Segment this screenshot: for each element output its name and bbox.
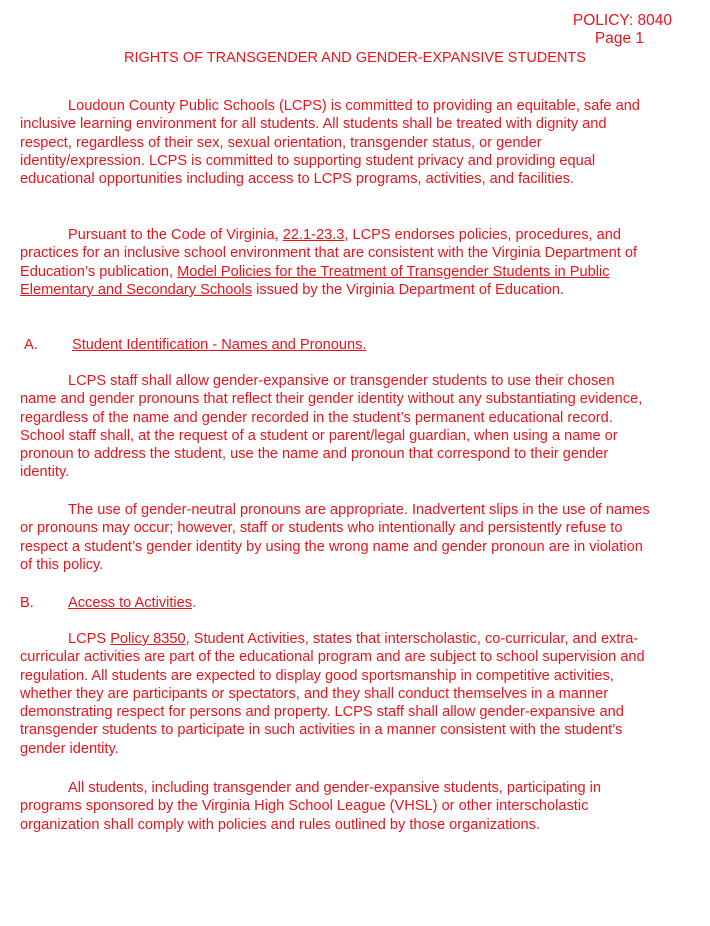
intro-paragraph — [20, 97, 650, 188]
section-a-heading — [24, 336, 366, 354]
model-policies-link[interactable]: Model Policies for the Treatment of Transgender Students in Public Elementary and Secondary Schools — [20, 263, 610, 298]
pursuant-text-3: issued by the Virginia Department of Education. — [252, 281, 565, 298]
code-of-virginia-link[interactable]: 22.1-23.3 — [282, 227, 345, 243]
section-a-paragraph-1 — [20, 372, 650, 482]
section-b-letter: B. — [20, 595, 34, 611]
document-title: RIGHTS OF TRANSGENDER AND GENDER-EXPANSIVE STUDENTS — [124, 50, 586, 66]
pursuant-text-2: , LCPS endorses policies, procedures, and practices for an inclusive school environment that are consistent with the Virginia Department of Education’s publication, — [20, 227, 638, 280]
policy-8350-link[interactable]: Policy 8350 — [110, 631, 186, 647]
page-header — [573, 12, 672, 48]
section-b-paragraph-2 — [20, 779, 650, 834]
section-b-heading — [20, 594, 196, 612]
section-b-text-2: All students, including transgender and gender-expansive students, participating in programs sponsored by the Virginia High School League (VHSL) or other interscholastic organization shall comply with policies and rules outlined by those organizations. — [20, 780, 602, 833]
section-b-title: Access to Activities — [68, 595, 193, 611]
section-b-text-1a: LCPS — [68, 631, 111, 647]
section-a-title: Student Identification - Names and Pronouns. — [72, 337, 367, 353]
intro-text: Loudoun County Public Schools (LCPS) is committed to providing an equitable, safe and inclusive learning environment for all students. All students shall be treated with dignity and respect, regardless of their sex, sexual orientation, transgender status, or gender identity/expression. LCPS is committed to supporting student privacy and providing equal educational opportunities including access to LCPS programs, activities, and facilities. — [20, 98, 640, 188]
policy-number: POLICY: 8040 — [572, 12, 672, 29]
page-number: Page 1 — [594, 30, 644, 47]
section-a-letter: A. — [24, 337, 38, 353]
section-b-text-1b: , Student Activities, states that interscholastic, co-curricular, and extra-curricular activities are part of the educational program and are subject to school supervision and regulation. All students are expected to display good sportsmanship in competitive activities, whether they are participants or spectators, and they shall conduct themselves in a manner demonstrating respect for persons and property. LCPS staff shall allow gender-expansive and transgender students to participate in such activities in a manner consistent with the student’s gender identity. — [20, 631, 645, 757]
section-a-text-1: LCPS staff shall allow gender-expansive or transgender students to use their chosen name and gender pronouns that reflect their gender identity without any substantiating evidence, regardless of the name and gender recorded in the student’s permanent educational record. School staff shall, at the request of a student or parent/legal guardian, when using a name or pronoun to address the student, use the name and pronoun that correspond to their gender identity. — [20, 373, 643, 481]
section-b-paragraph-1 — [20, 630, 650, 758]
pursuant-paragraph — [20, 226, 650, 299]
section-b-title-period: . — [192, 595, 197, 611]
pursuant-text-1: Pursuant to the Code of Virginia, — [68, 227, 283, 243]
section-a-paragraph-2 — [20, 501, 650, 574]
section-a-text-2: The use of gender-neutral pronouns are appropriate. Inadvertent slips in the use of names or pronouns may occur; however, staff or students who intentionally and persistently refuse to respect a student’s gender identity by using the wrong name and gender pronoun are in violation of this policy. — [20, 502, 650, 573]
